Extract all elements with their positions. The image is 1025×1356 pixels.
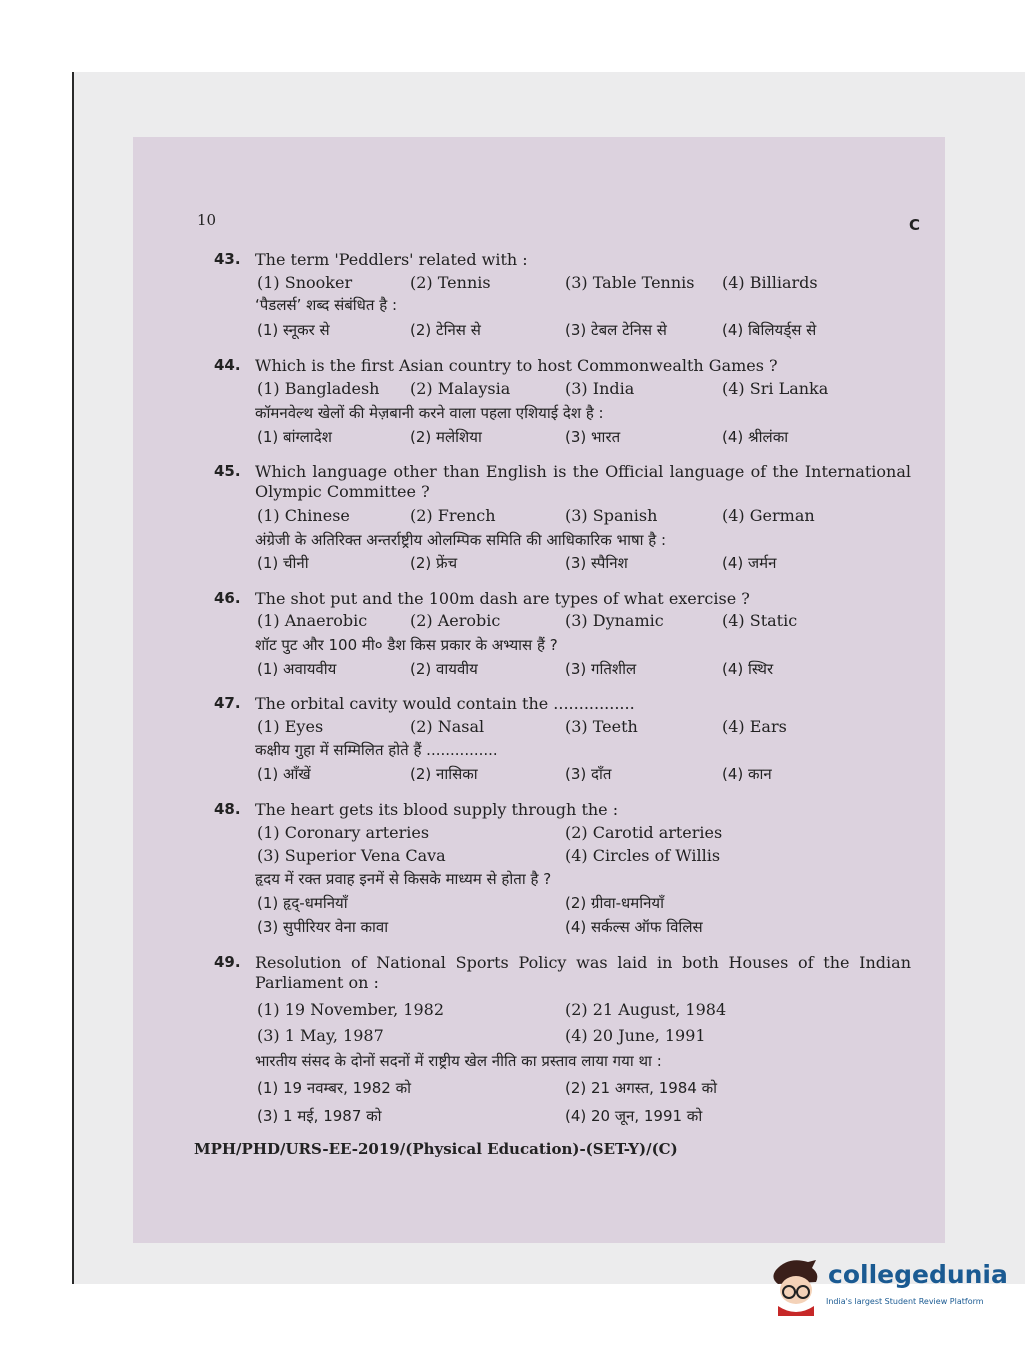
question-text-hi: कक्षीय गुहा में सम्मिलित होते हैं ...............	[255, 741, 498, 759]
question-text-hi: शॉट पुट और 100 मी० डैश किस प्रकार के अभ्यास हैं ?	[255, 636, 558, 654]
option-2-en: (2) Malaysia	[410, 379, 511, 398]
question-text-en: The shot put and the 100m dash are types of what exercise ?	[255, 589, 750, 608]
question-text-hi: कॉमनवेल्थ खेलों की मेज़बानी करने वाला पहला एशियाई देश है :	[255, 404, 604, 422]
option-3-hi: (3) स्पैनिश	[565, 554, 628, 572]
question-text-hi: अंग्रेजी के अतिरिक्त अन्तर्राष्ट्रीय ओलम्पिक समिति की आधिकारिक भाषा है :	[255, 531, 667, 549]
option-2-hi: (2) 21 अगस्त, 1984 को	[565, 1079, 718, 1097]
option-1-hi: (1) अवायवीय	[257, 660, 337, 678]
question-number: 43.	[214, 250, 241, 268]
option-1-en: (1) 19 November, 1982	[257, 1000, 444, 1019]
option-3-en: (3) Spanish	[565, 506, 658, 525]
option-1-hi: (1) आँखें	[257, 765, 311, 783]
option-4-hi: (4) बिलियर्ड्स से	[722, 321, 817, 339]
option-2-en: (2) Aerobic	[410, 611, 501, 630]
option-4-hi: (4) 20 जून, 1991 को	[565, 1107, 703, 1125]
option-1-en: (1) Coronary arteries	[257, 823, 430, 842]
option-4-en: (4) Circles of Willis	[565, 846, 721, 865]
brand-name: collegedunia	[828, 1260, 1008, 1289]
option-3-en: (3) Superior Vena Cava	[257, 846, 446, 865]
question-text-hi: हृदय में रक्त प्रवाह इनमें से किसके माध्यम से होता है ?	[255, 870, 552, 888]
option-1-hi: (1) चीनी	[257, 554, 309, 572]
question-number: 45.	[214, 462, 241, 480]
question-text-hi: ‘पैडलर्स’ शब्द संबंधित है :	[255, 296, 398, 314]
option-2-en: (2) Carotid arteries	[565, 823, 723, 842]
option-4-en: (4) Sri Lanka	[722, 379, 829, 398]
option-3-en: (3) Table Tennis	[565, 273, 695, 292]
option-3-en: (3) Teeth	[565, 717, 638, 736]
option-1-hi: (1) 19 नवम्बर, 1982 को	[257, 1079, 411, 1097]
question-number: 47.	[214, 694, 241, 712]
option-4-hi: (4) कान	[722, 765, 772, 783]
collegedunia-logo[interactable]	[768, 1256, 1008, 1316]
option-4-hi: (4) स्थिर	[722, 660, 774, 678]
question-number: 48.	[214, 800, 241, 818]
question-text-en: The heart gets its blood supply through the :	[255, 800, 619, 819]
question-text-en: The term 'Peddlers' related with :	[255, 250, 528, 269]
option-3-hi: (3) गतिशील	[565, 660, 637, 678]
option-2-hi: (2) वायवीय	[410, 660, 478, 678]
option-4-en: (4) Static	[722, 611, 798, 630]
option-3-en: (3) 1 May, 1987	[257, 1026, 384, 1045]
option-3-hi: (3) टेबल टेनिस से	[565, 321, 667, 339]
mascot-icon	[768, 1256, 824, 1316]
option-4-en: (4) German	[722, 506, 815, 525]
option-3-hi: (3) सुपीरियर वेना कावा	[257, 918, 389, 936]
option-4-en: (4) Ears	[722, 717, 787, 736]
option-2-en: (2) 21 August, 1984	[565, 1000, 727, 1019]
brand-tagline: India's largest Student Review Platform	[826, 1297, 984, 1306]
question-text-en: The orbital cavity would contain the ................	[255, 694, 635, 713]
option-3-hi: (3) भारत	[565, 428, 621, 446]
paper-code-footer: MPH/PHD/URS-EE-2019/(Physical Education)-(SET-Y)/(C)	[194, 1140, 678, 1158]
option-2-hi: (2) मलेशिया	[410, 428, 482, 446]
option-3-en: (3) India	[565, 379, 635, 398]
scan-edge	[72, 72, 74, 1284]
option-1-en: (1) Chinese	[257, 506, 350, 525]
question-number: 44.	[214, 356, 241, 374]
option-2-en: (2) Nasal	[410, 717, 485, 736]
option-2-hi: (2) फ्रेंच	[410, 554, 458, 572]
option-4-en: (4) 20 June, 1991	[565, 1026, 706, 1045]
option-1-en: (1) Eyes	[257, 717, 324, 736]
question-text-en: Which is the first Asian country to host Commonwealth Games ?	[255, 356, 778, 375]
option-2-en: (2) Tennis	[410, 273, 491, 292]
option-1-hi: (1) बांग्लादेश	[257, 428, 332, 446]
option-1-en: (1) Bangladesh	[257, 379, 380, 398]
option-1-en: (1) Anaerobic	[257, 611, 368, 630]
option-3-en: (3) Dynamic	[565, 611, 664, 630]
question-text-hi: भारतीय संसद के दोनों सदनों में राष्ट्रीय खेल नीति का प्रस्ताव लाया गया था :	[255, 1052, 662, 1070]
option-2-hi: (2) टेनिस से	[410, 321, 481, 339]
option-2-en: (2) French	[410, 506, 496, 525]
option-1-hi: (1) स्नूकर से	[257, 321, 330, 339]
option-3-hi: (3) 1 मई, 1987 को	[257, 1107, 382, 1125]
option-1-hi: (1) हृद्-धमनियाँ	[257, 894, 348, 912]
option-2-hi: (2) नासिका	[410, 765, 478, 783]
question-number: 46.	[214, 589, 241, 607]
option-4-hi: (4) जर्मन	[722, 554, 777, 572]
option-2-hi: (2) ग्रीवा-धमनियाँ	[565, 894, 664, 912]
question-number: 49.	[214, 953, 241, 971]
option-1-en: (1) Snooker	[257, 273, 353, 292]
option-4-hi: (4) श्रीलंका	[722, 428, 789, 446]
page-number: 10	[197, 211, 217, 229]
set-code: C	[909, 216, 921, 234]
question-text-en: Resolution of National Sports Policy was laid in both Houses of the Indian Parliament on :	[255, 953, 911, 992]
question-text-en: Which language other than English is the Official language of the International Olympic Committee ?	[255, 462, 911, 501]
option-4-hi: (4) सर्कल्स ऑफ विलिस	[565, 918, 703, 936]
option-3-hi: (3) दाँत	[565, 765, 612, 783]
option-4-en: (4) Billiards	[722, 273, 818, 292]
